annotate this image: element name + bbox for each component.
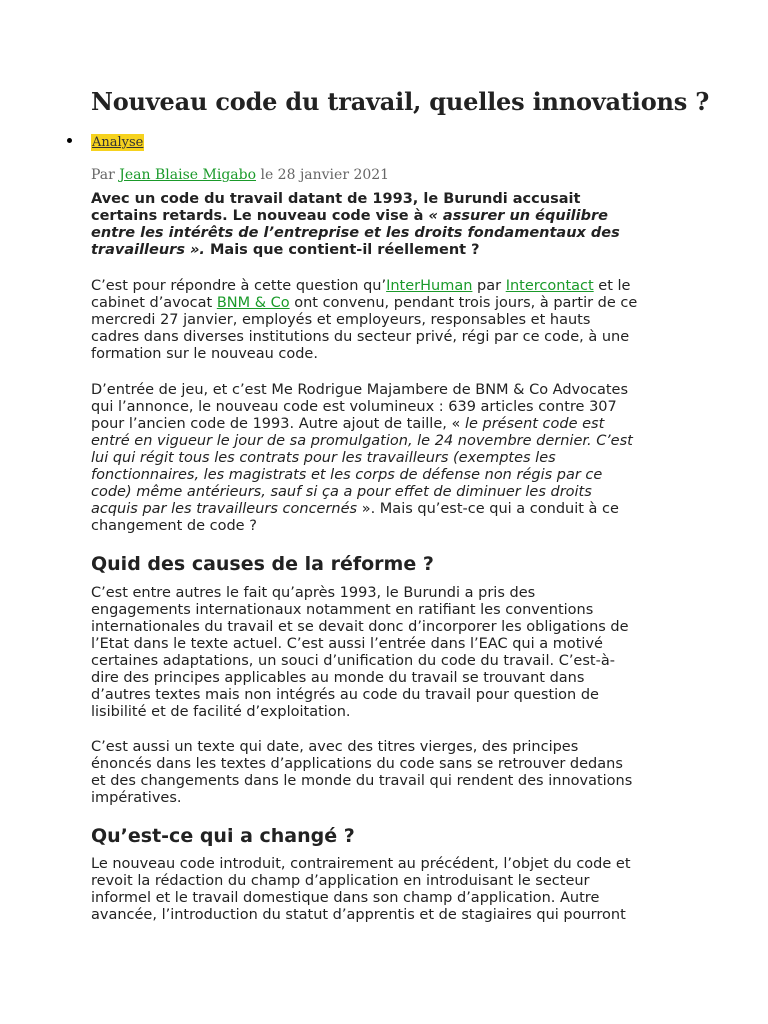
text-line: formation sur le nouveau code. bbox=[91, 346, 318, 362]
text-line: mercredi 27 janvier, employés et employeurs, responsables et hauts bbox=[91, 312, 591, 328]
lead-line: certains retards. Le nouveau code vise à bbox=[91, 208, 429, 224]
paragraph-2 bbox=[91, 382, 633, 535]
quote-text: entré en vigueur le jour de sa promulgation, le 24 novembre dernier. C’est bbox=[91, 433, 633, 449]
text-line: dire des principes applicables au monde du travail se trouvant dans bbox=[91, 670, 585, 686]
paragraph-4 bbox=[91, 739, 632, 807]
lead-line: Avec un code du travail datant de 1993, le Burundi accusait bbox=[91, 191, 581, 207]
interhuman-link[interactable]: InterHuman bbox=[386, 278, 473, 294]
intercontact-link[interactable]: Intercontact bbox=[505, 278, 594, 294]
text-line: pour l’ancien code de 1993. Autre ajout de taille, « bbox=[91, 416, 465, 432]
text-line: engagements internationaux notamment en ratifiant les conventions bbox=[91, 602, 594, 618]
text-line: D’entrée de jeu, et c’est Me Rodrigue Majambere de BNM & Co Advocates bbox=[91, 382, 629, 398]
quote-text: acquis par les travailleurs concernés bbox=[91, 501, 358, 517]
text-line: C’est aussi un texte qui date, avec des titres vierges, des principes bbox=[91, 739, 579, 755]
text-line: revoit la rédaction du champ d’application en introduisant le secteur bbox=[91, 873, 590, 889]
text-line: internationales du travail et se devait donc d’incorporer les obligations de bbox=[91, 619, 629, 635]
text-line: avancée, l’introduction du statut d’apprentis et de stagiaires qui pourront bbox=[91, 907, 626, 923]
quote-text: code) même antérieurs, sauf si ça a pour effet de diminuer les droits bbox=[91, 484, 592, 500]
text-line: énoncés dans les textes d’applications du code sans se retrouver dedans bbox=[91, 756, 623, 772]
text-line: informel et le travail domestique dans son champ d’application. Autre bbox=[91, 890, 600, 906]
text-line: cabinet d’avocat bbox=[91, 295, 217, 311]
text-line: par bbox=[472, 278, 506, 294]
author-link[interactable]: Jean Blaise Migabo bbox=[119, 167, 257, 183]
text-line: Le nouveau code introduit, contrairement au précédent, l’objet du code et bbox=[91, 856, 631, 872]
article-title: Nouveau code du travail, quelles innovations ? bbox=[91, 87, 710, 116]
section-heading-causes: Quid des causes de la réforme ? bbox=[91, 553, 434, 575]
text-line: C’est pour répondre à cette question qu’ bbox=[91, 278, 387, 294]
byline-prefix: Par bbox=[91, 167, 120, 183]
section-heading-changes: Qu’est-ce qui a changé ? bbox=[91, 825, 355, 847]
text-line: et le bbox=[593, 278, 631, 294]
quote-text: le présent code est bbox=[464, 416, 605, 432]
quote-text: lui qui régit tous les contrats pour les travailleurs (exemptes les bbox=[91, 450, 556, 466]
text-line: ». Mais qu’est-ce qui a conduit à ce bbox=[357, 501, 619, 517]
byline bbox=[91, 166, 389, 184]
publish-date: le 28 janvier 2021 bbox=[256, 167, 390, 183]
text-line: ont convenu, pendant trois jours, à partir de ce bbox=[289, 295, 638, 311]
paragraph-3 bbox=[91, 585, 629, 721]
text-line: d’autres textes mais non intégrés au code du travail pour question de bbox=[91, 687, 599, 703]
text-line: changement de code ? bbox=[91, 518, 257, 534]
lead-line: Mais que contient-il réellement ? bbox=[204, 242, 480, 258]
quote-text: fonctionnaires, les magistrats et les corps de défense non régis par ce bbox=[91, 467, 603, 483]
paragraph-5 bbox=[91, 856, 631, 924]
lead-quote: entre les intérêts de l’entreprise et les droits fondamentaux des bbox=[91, 225, 620, 241]
text-line: qui l’annonce, le nouveau code est volumineux : 639 articles contre 307 bbox=[91, 399, 617, 415]
text-line: et des changements dans le monde du travail qui rendent des innovations bbox=[91, 773, 633, 789]
bnm-co-link[interactable]: BNM & Co bbox=[216, 295, 290, 311]
text-line: impératives. bbox=[91, 790, 182, 806]
bullet-dot bbox=[67, 138, 72, 143]
lead-quote: travailleurs ». bbox=[91, 242, 205, 258]
text-line: certaines adaptations, un souci d’unification du code du travail. C’est-à- bbox=[91, 653, 615, 669]
lead-quote: « assurer un équilibre bbox=[428, 208, 608, 224]
text-line: C’est entre autres le fait qu’après 1993, le Burundi a pris des bbox=[91, 585, 536, 601]
paragraph-1 bbox=[91, 278, 637, 363]
text-line: lisibilité et de facilité d’exploitation. bbox=[91, 704, 351, 720]
category-tag-link[interactable]: Analyse bbox=[92, 135, 144, 150]
lead-paragraph bbox=[91, 191, 620, 259]
text-line: l’Etat dans le texte actuel. C’est aussi l’entrée dans l’EAC qui a motivé bbox=[91, 636, 603, 652]
text-line: cadres dans diverses institutions du secteur privé, régi par ce code, à une bbox=[91, 329, 630, 345]
